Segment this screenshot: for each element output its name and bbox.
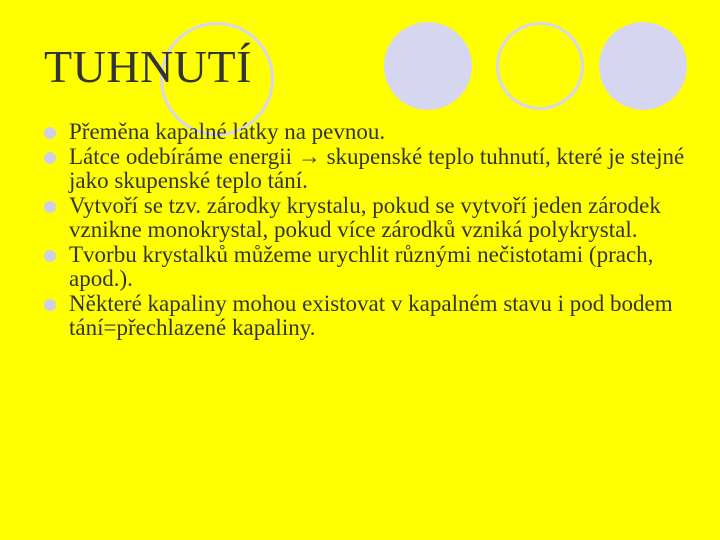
bullet-dot-icon bbox=[44, 299, 56, 311]
bullet-item bbox=[0, 145, 700, 194]
bullet-dot-icon bbox=[44, 250, 56, 262]
decorative-circle-filled-1 bbox=[384, 22, 472, 110]
bullet-dot-icon bbox=[44, 152, 56, 164]
bullet-text: Vytvoří se tzv. zárodky krystalu, pokud se vytvoří jeden zárodek vznikne monokrystal, pokud více zárodků vzniká polykrystal. bbox=[69, 192, 661, 242]
bullet-text: Tvorbu krystalků můžeme urychlit různými nečistotami (prach, apod.). bbox=[69, 241, 654, 291]
bullet-text: Některé kapaliny mohou existovat v kapalném stavu i pod bodem tání=přechlazené kapaliny. bbox=[69, 290, 673, 340]
decorative-circle-filled-2 bbox=[599, 22, 687, 110]
bullet-text: Přeměna kapalné látky na pevnou. bbox=[69, 119, 386, 144]
bullet-item bbox=[0, 120, 700, 145]
bullet-item bbox=[0, 243, 700, 292]
bullet-dot-icon bbox=[44, 201, 56, 213]
bullet-text: Látce odebíráme energii → skupenské teplo tuhnutí, které je stejné jako skupenské teplo tání. bbox=[69, 143, 685, 193]
bullet-item bbox=[0, 292, 700, 341]
slide-title: TUHNUTÍ bbox=[44, 41, 252, 92]
decorative-circle-outline-2 bbox=[496, 22, 584, 110]
bullet-list bbox=[0, 120, 700, 341]
bullet-item bbox=[0, 194, 700, 243]
bullet-dot-icon bbox=[44, 127, 56, 139]
